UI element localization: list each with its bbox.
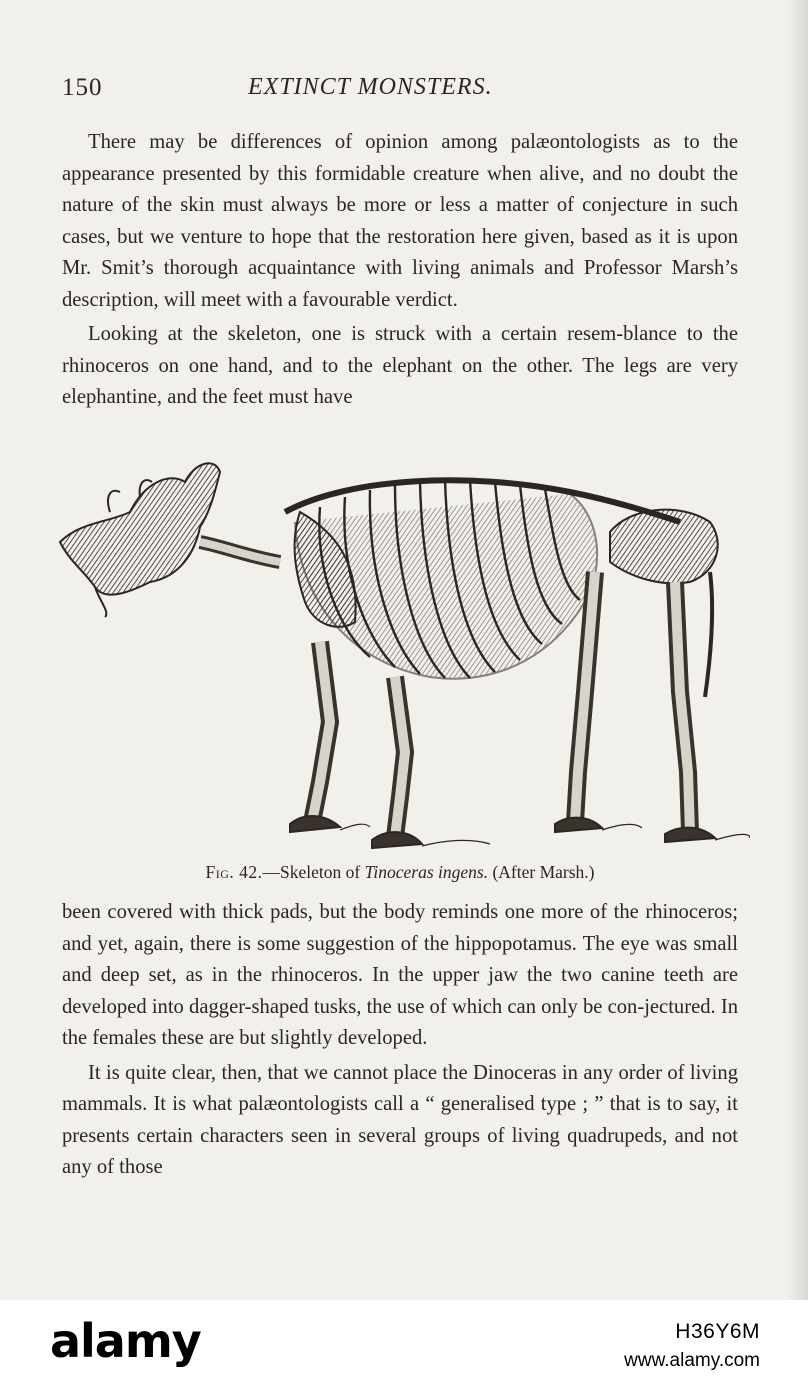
foot xyxy=(665,828,715,842)
page-header xyxy=(62,74,738,114)
text-block-bottom xyxy=(62,897,738,1184)
watermark-footer xyxy=(0,1300,808,1390)
paragraph: Looking at the skeleton, one is struck with a certain resem-blance to the rhinoceros on one hand, and to the elephant on the other. The legs are very elephantine, and the feet must have xyxy=(62,323,738,408)
figure-caption xyxy=(62,862,738,883)
skeleton-figure xyxy=(50,452,750,862)
text-block-top xyxy=(62,127,738,414)
caption-label: Fig. 42. xyxy=(205,862,263,882)
running-title: EXTINCT MONSTERS. xyxy=(248,74,493,100)
foot xyxy=(290,816,340,832)
tinoceras-skeleton-illustration xyxy=(50,452,750,862)
paragraph: been covered with thick pads, but the body reminds one more of the rhinoceros; and yet, again, there is some suggestion of the hippopotamus. The eye was small and deep set, as in the rhinoceros. In the upper jaw the two canine teeth are developed into dagger-shaped tusks, the use of which can only be con-jectured. In the females these are but slightly developed. xyxy=(62,901,738,1049)
caption-text: —Skeleton of xyxy=(262,862,365,882)
caption-source: (After Marsh.) xyxy=(488,862,595,882)
foot xyxy=(555,818,602,832)
image-id: H36Y6M xyxy=(675,1320,760,1343)
caption-species: Tinoceras ingens. xyxy=(364,862,489,882)
foot xyxy=(372,832,422,848)
paragraph: There may be differences of opinion among palæontologists as to the appearance presented by this formidable creature when alive, and no doubt the nature of the skin must always be more or less a matter of conjecture in such cases, but we venture to hope that the restoration here given, based as it is upon Mr. Smit’s thorough acquaintance with living animals and Professor Marsh’s description, will meet with a favourable verdict. xyxy=(62,131,738,311)
pelvis xyxy=(610,510,718,584)
alamy-logo: alamy xyxy=(50,1314,201,1368)
paragraph: It is quite clear, then, that we cannot place the Dinoceras in any order of living mammals. It is what palæontologists call a “ generalised type ; ” that is to say, it presents certain characters seen in several groups of living quadrupeds, and not any of those xyxy=(62,1061,738,1178)
site-url: www.alamy.com xyxy=(624,1350,760,1371)
skull xyxy=(60,463,220,594)
tail xyxy=(705,572,712,697)
page-number: 150 xyxy=(62,74,103,101)
page-edge-shadow xyxy=(786,0,808,1300)
